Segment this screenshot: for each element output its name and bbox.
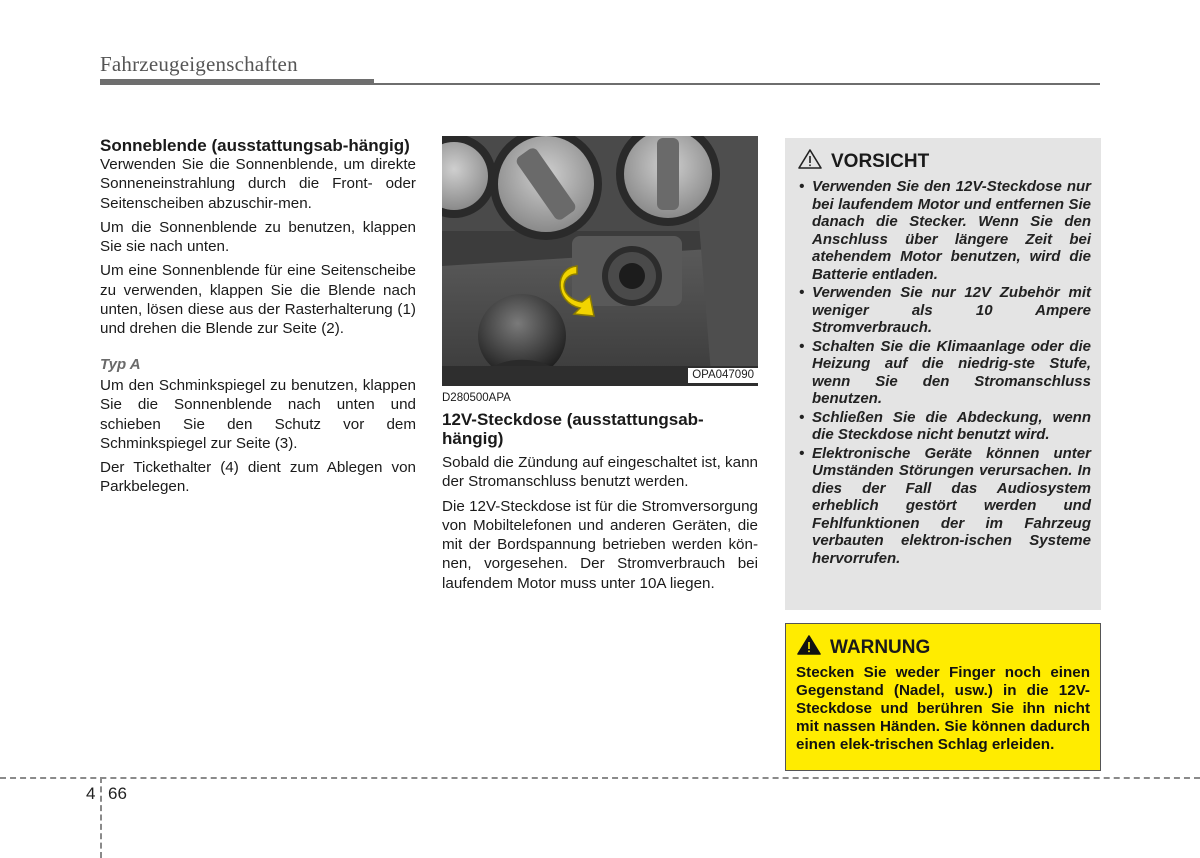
power-outlet-heading: 12V-Steckdose (ausstattungsab-hängig) bbox=[442, 410, 704, 448]
caution-item bbox=[797, 445, 1091, 568]
warning-triangle-icon bbox=[796, 634, 822, 662]
paragraph: Um eine Sonnenblende für eine Seitenscheibe zu verwenden, klappen Sie die Blende nach unten, lösen diese aus der Rasterhalterung (1) und drehen die Blende zur Seite (2). bbox=[100, 262, 416, 338]
sunvisor-heading: Sonneblende (ausstattungsab-hängig) bbox=[100, 136, 410, 155]
caution-item bbox=[797, 284, 1091, 337]
section-title: Fahrzeugeigenschaften bbox=[100, 52, 298, 76]
warning-header bbox=[796, 634, 1090, 662]
footer-rule bbox=[0, 777, 1200, 779]
caution-item-text: Verwenden Sie den 12V-Steckdose nur bei laufendem Motor und entfernen Sie danach die Stecker. Wenn Sie den Anschluss über längere Zeit bei atehendem Motor benutzen, wird die Batterie entladen. bbox=[812, 178, 1091, 283]
caution-list bbox=[797, 178, 1091, 567]
paragraph: Der Tickethalter (4) dient zum Ablegen von Parkbelegen. bbox=[100, 459, 416, 496]
column-sunvisor bbox=[100, 136, 416, 502]
chapter-number: 4 bbox=[86, 784, 96, 803]
paragraph: Die 12V-Steckdose ist für die Stromversorgung von Mobiltelefonen und anderen Geräten, die mit der Bordspannung betrieben werden kön-nen, vorgesehen. Der Stromverbrauch bei laufendem Motor muss unter 10A liegen. bbox=[442, 497, 758, 592]
caution-item bbox=[797, 338, 1091, 408]
caution-header bbox=[797, 148, 1091, 176]
caution-box bbox=[785, 138, 1101, 610]
caution-item-text: Schalten Sie die Klimaanlage oder die Heizung auf die niedrig-ste Stufe, wenn Sie den Stromanschluss benutzen. bbox=[812, 337, 1091, 407]
header-rule bbox=[100, 83, 1100, 85]
power-outlet-photo bbox=[442, 136, 758, 386]
footer-divider bbox=[100, 777, 102, 858]
paragraph: Um die Sonnenblende zu benutzen, klappen Sie sie nach unten. bbox=[100, 218, 416, 256]
caution-item bbox=[797, 409, 1091, 444]
bullet: • bbox=[799, 444, 805, 462]
bullet: • bbox=[799, 178, 805, 195]
bullet: • bbox=[799, 408, 805, 426]
caution-title: VORSICHT bbox=[831, 151, 930, 172]
photo-code: OPA047090 bbox=[688, 368, 758, 383]
warning-triangle-icon bbox=[797, 148, 823, 176]
page-number: 66 bbox=[108, 784, 127, 803]
bullet: • bbox=[799, 337, 805, 355]
paragraph: Sobald die Zündung auf eingeschaltet ist, kann der Stromanschluss benutzt werden. bbox=[442, 454, 758, 491]
console-illustration bbox=[442, 136, 758, 386]
paragraph: Um den Schminkspiegel zu benutzen, klappen Sie die Sonnenblende nach unten und schieben Sie den Schutz vor dem Schminkspiegel zur Seite (3). bbox=[100, 376, 416, 452]
caution-item bbox=[797, 178, 1091, 283]
warning-title: WARNUNG bbox=[830, 637, 931, 658]
paragraph: Verwenden Sie die Sonnenblende, um direkte Sonneneinstrahlung durch die Front- oder Seitenscheiben abzuschir-men. bbox=[100, 156, 416, 212]
warning-box bbox=[785, 623, 1101, 771]
caution-item-text: Schließen Sie die Abdeckung, wenn die Steckdose nicht benutzt wird. bbox=[812, 408, 1091, 443]
caution-item-text: Elektronische Geräte können unter Umständen Störungen verursachen. In dies der Fall das Audiosystem erheblich gestört werden und Fehlfunktionen der im Fahrzeug verbauten elektron-ischen Systeme hervorrufen. bbox=[812, 444, 1091, 567]
type-label: Typ A bbox=[100, 355, 141, 373]
column-power-outlet bbox=[442, 136, 758, 598]
figure-id: D280500APA bbox=[442, 392, 511, 404]
caution-item-text: Verwenden Sie nur 12V Zubehör mit weniger als 10 Ampere Stromverbrauch. bbox=[812, 284, 1091, 336]
bullet: • bbox=[799, 284, 805, 301]
warning-text: Stecken Sie weder Finger noch einen Gegenstand (Nadel, usw.) in die 12V-Steckdose und berühren Sie ihn nicht mit nassen Händen. Sie können dadurch einen elek-trischen Schlag erleiden. bbox=[796, 664, 1090, 753]
